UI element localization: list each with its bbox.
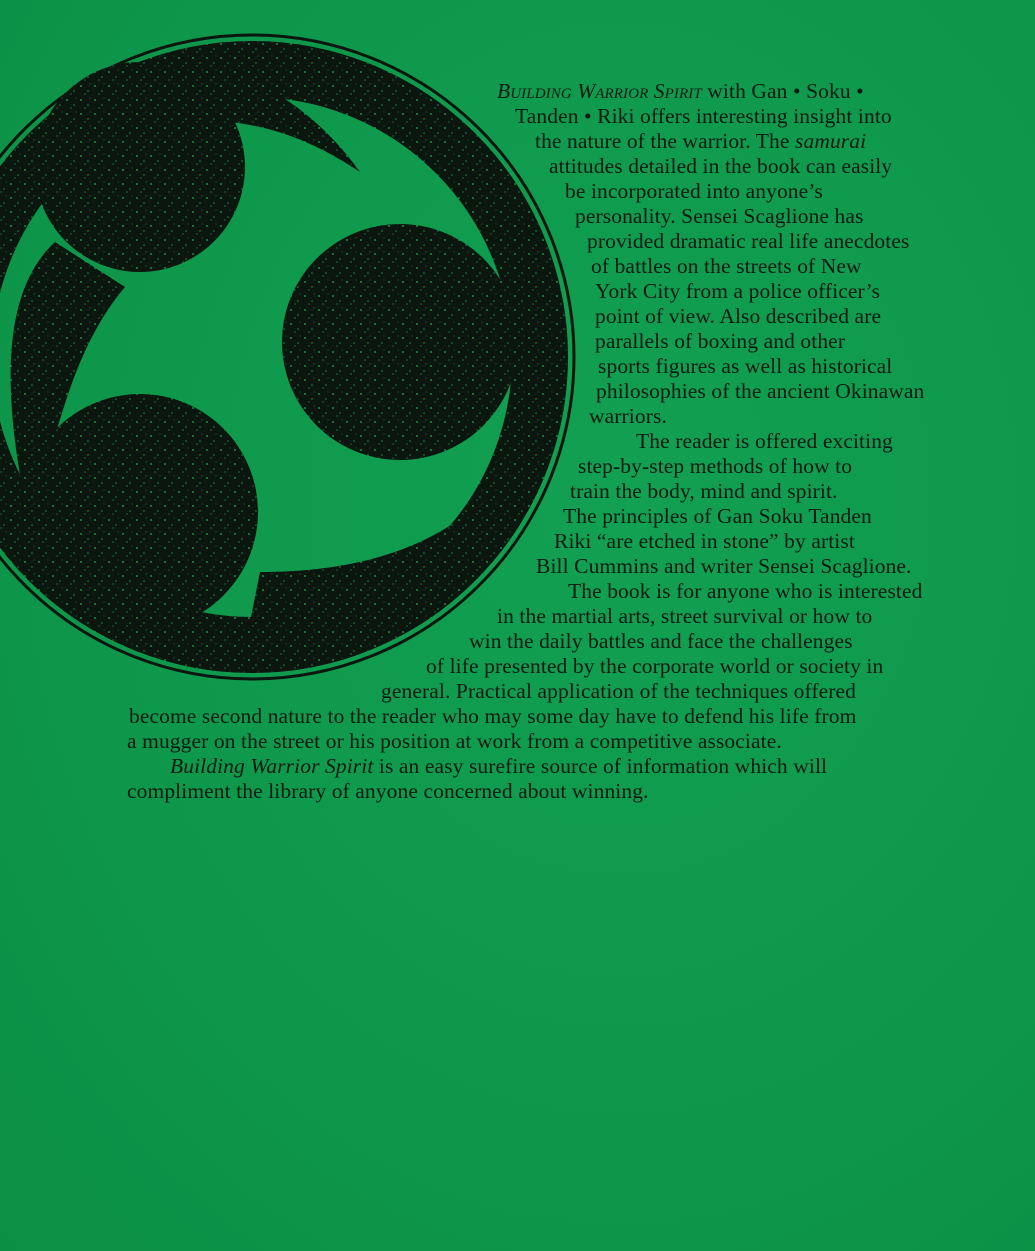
blurb-line: Building Warrior Spirit is an easy surefire source of information which will — [170, 754, 828, 778]
blurb-line: the nature of the warrior. The samurai — [535, 129, 867, 153]
blurb-line: The reader is offered exciting — [636, 429, 893, 453]
blurb-line: warriors. — [589, 404, 667, 428]
blurb-line: parallels of boxing and other — [595, 329, 846, 353]
blurb-line: in the martial arts, street survival or how to — [497, 604, 873, 628]
blurb-line: attitudes detailed in the book can easily — [549, 154, 893, 178]
blurb-line: provided dramatic real life anecdotes — [587, 229, 910, 253]
blurb-line: The book is for anyone who is interested — [568, 579, 923, 603]
blurb-line: be incorporated into anyone’s — [565, 179, 823, 203]
blurb-line: sports figures as well as historical — [598, 354, 893, 378]
blurb-line: York City from a police officer’s — [595, 279, 881, 303]
tomoe-head-right — [282, 224, 518, 460]
blurb-line: point of view. Also described are — [595, 304, 882, 328]
blurb-line: train the body, mind and spirit. — [570, 479, 838, 503]
blurb-line: become second nature to the reader who may some day have to defend his life from — [129, 704, 857, 728]
blurb-line: win the daily battles and face the challenges — [469, 629, 853, 653]
blurb-line: philosophies of the ancient Okinawan — [596, 379, 925, 403]
blurb-line: of life presented by the corporate world or society in — [426, 654, 884, 678]
blurb-line: personality. Sensei Scaglione has — [575, 204, 864, 228]
blurb-line: compliment the library of anyone concerned about winning. — [127, 779, 649, 803]
blurb-line: Building Warrior Spirit with Gan • Soku • — [497, 79, 864, 103]
blurb-line: The principles of Gan Soku Tanden — [563, 504, 872, 528]
tomoe-head-bottom — [22, 394, 258, 630]
blurb-line: a mugger on the street or his position at work from a competitive associate. — [127, 729, 782, 753]
blurb-line: general. Practical application of the techniques offered — [381, 679, 857, 703]
blurb-line: Tanden • Riki offers interesting insight into — [515, 104, 892, 128]
blurb-line: Bill Cummins and writer Sensei Scaglione. — [536, 554, 912, 578]
blurb-line: step-by-step methods of how to — [578, 454, 853, 478]
blurb-line: of battles on the streets of New — [591, 254, 862, 278]
blurb-line: Riki “are etched in stone” by artist — [554, 529, 855, 553]
mitsudomoe-icon — [0, 12, 600, 692]
